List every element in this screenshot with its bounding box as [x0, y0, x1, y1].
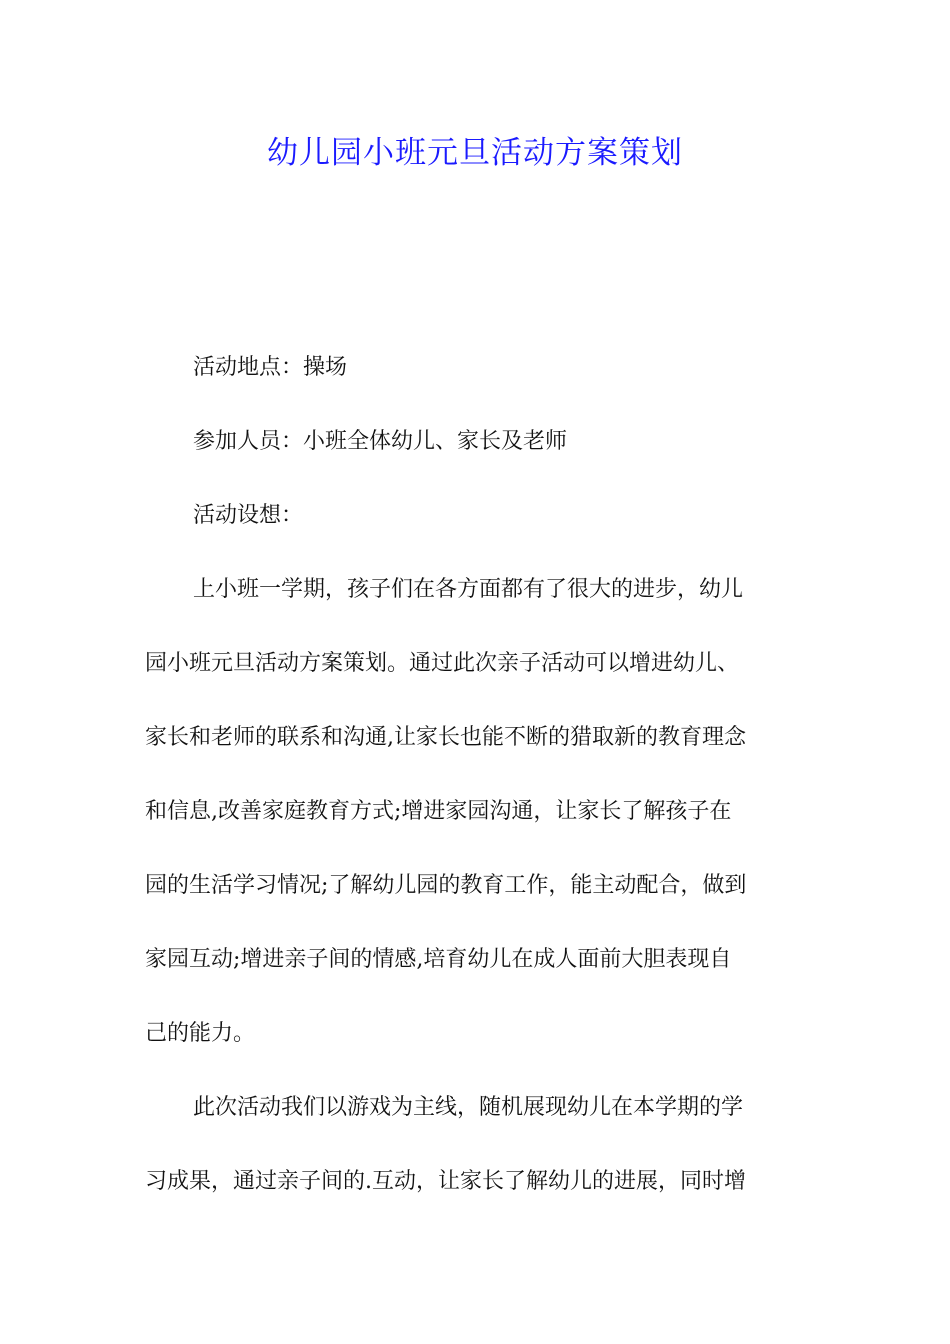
text-line: 园小班元旦活动方案策划。通过此次亲子活动可以增进幼儿、 — [145, 651, 740, 676]
text-line: 家园互动;增进亲子间的情感,培育幼儿在成人面前大胆表现自 — [145, 947, 732, 972]
paragraph-concept-body — [145, 553, 807, 1071]
paragraph-location — [145, 331, 807, 405]
text-line: 此次活动我们以游戏为主线，随机展现幼儿在本学期的学 — [193, 1095, 744, 1120]
paragraph-concept-heading — [145, 479, 807, 553]
document-title: 幼儿园小班元旦活动方案策划 — [267, 135, 683, 171]
text-line: 上小班一学期，孩子们在各方面都有了很大的进步，幼儿 — [193, 577, 744, 602]
text-line: 园的生活学习情况;了解幼儿园的教育工作，能主动配合，做到 — [145, 873, 747, 898]
document-body — [145, 331, 807, 1219]
text-line: 活动地点：操场 — [193, 355, 348, 380]
text-line: 活动设想： — [193, 503, 304, 528]
text-line: 和信息,改善家庭教育方式;增进家园沟通，让家长了解孩子在 — [145, 799, 732, 824]
text-line: 家长和老师的联系和沟通,让家长也能不断的猎取新的教育理念 — [145, 725, 746, 750]
paragraph-participants — [145, 405, 807, 479]
paragraph-activity-mainline — [145, 1071, 807, 1219]
text-line: 习成果，通过亲子间的.互动，让家长了解幼儿的进展，同时增 — [145, 1169, 746, 1194]
text-line: 参加人员：小班全体幼儿、家长及老师 — [193, 429, 568, 454]
text-line: 己的能力。 — [145, 1021, 256, 1046]
